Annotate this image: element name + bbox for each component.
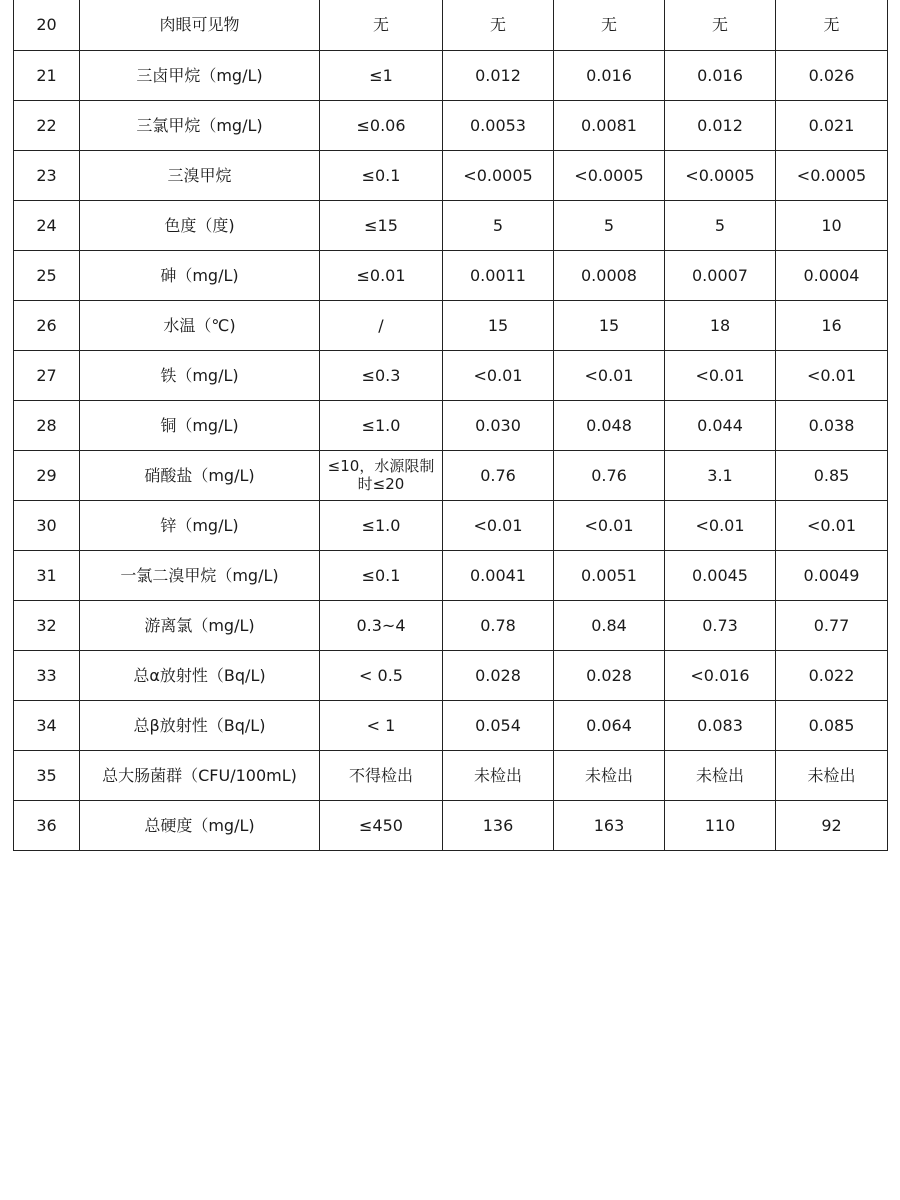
standard-limit: ≤0.1 — [320, 150, 443, 200]
sample-value-4: 0.85 — [776, 450, 888, 500]
sample-value-1: 0.0011 — [443, 250, 554, 300]
sample-value-1: 5 — [443, 200, 554, 250]
row-number: 33 — [14, 650, 80, 700]
sample-value-2: 无 — [554, 0, 665, 50]
sample-value-3: 0.083 — [665, 700, 776, 750]
standard-limit: ≤10，水源限制时≤20 — [320, 450, 443, 500]
water-quality-table-container — [13, 0, 887, 851]
table-row — [14, 500, 888, 550]
sample-value-3: 未检出 — [665, 750, 776, 800]
sample-value-4: 16 — [776, 300, 888, 350]
test-item: 铁（mg/L) — [80, 350, 320, 400]
sample-value-4: 0.0004 — [776, 250, 888, 300]
sample-value-1: 未检出 — [443, 750, 554, 800]
standard-limit: ≤1 — [320, 50, 443, 100]
sample-value-2: 0.0051 — [554, 550, 665, 600]
sample-value-2: 0.84 — [554, 600, 665, 650]
row-number: 26 — [14, 300, 80, 350]
sample-value-4: 0.021 — [776, 100, 888, 150]
table-row — [14, 0, 888, 50]
test-item: 水温（℃) — [80, 300, 320, 350]
test-item: 三卤甲烷（mg/L) — [80, 50, 320, 100]
sample-value-1: 0.028 — [443, 650, 554, 700]
row-number: 28 — [14, 400, 80, 450]
table-row — [14, 750, 888, 800]
row-number: 30 — [14, 500, 80, 550]
standard-limit: < 0.5 — [320, 650, 443, 700]
sample-value-2: 163 — [554, 800, 665, 850]
table-row — [14, 100, 888, 150]
row-number: 34 — [14, 700, 80, 750]
sample-value-4: 0.038 — [776, 400, 888, 450]
sample-value-1: <0.01 — [443, 350, 554, 400]
sample-value-1: 0.054 — [443, 700, 554, 750]
standard-limit: 无 — [320, 0, 443, 50]
sample-value-3: 无 — [665, 0, 776, 50]
standard-limit: 不得检出 — [320, 750, 443, 800]
sample-value-3: 110 — [665, 800, 776, 850]
standard-limit: ≤0.3 — [320, 350, 443, 400]
row-number: 25 — [14, 250, 80, 300]
sample-value-4: 0.77 — [776, 600, 888, 650]
sample-value-4: <0.01 — [776, 500, 888, 550]
sample-value-4: 未检出 — [776, 750, 888, 800]
sample-value-3: 0.0045 — [665, 550, 776, 600]
test-item: 铜（mg/L) — [80, 400, 320, 450]
sample-value-1: 0.0053 — [443, 100, 554, 150]
row-number: 27 — [14, 350, 80, 400]
sample-value-1: 0.0041 — [443, 550, 554, 600]
test-item: 游离氯（mg/L) — [80, 600, 320, 650]
table-row — [14, 550, 888, 600]
test-item: 砷（mg/L) — [80, 250, 320, 300]
standard-limit: ≤450 — [320, 800, 443, 850]
sample-value-3: 18 — [665, 300, 776, 350]
sample-value-1: 无 — [443, 0, 554, 50]
standard-limit: ≤1.0 — [320, 500, 443, 550]
test-item: 三氯甲烷（mg/L) — [80, 100, 320, 150]
test-item: 肉眼可见物 — [80, 0, 320, 50]
sample-value-1: <0.0005 — [443, 150, 554, 200]
test-item: 锌（mg/L) — [80, 500, 320, 550]
sample-value-4: 0.022 — [776, 650, 888, 700]
sample-value-2: 5 — [554, 200, 665, 250]
table-row — [14, 150, 888, 200]
row-number: 22 — [14, 100, 80, 150]
sample-value-2: <0.0005 — [554, 150, 665, 200]
row-number: 23 — [14, 150, 80, 200]
table-row — [14, 650, 888, 700]
standard-limit: < 1 — [320, 700, 443, 750]
water-quality-table — [13, 0, 888, 851]
standard-limit: 0.3~4 — [320, 600, 443, 650]
sample-value-3: <0.0005 — [665, 150, 776, 200]
standard-limit: ≤0.01 — [320, 250, 443, 300]
table-row — [14, 50, 888, 100]
table-row — [14, 300, 888, 350]
sample-value-2: <0.01 — [554, 500, 665, 550]
row-number: 21 — [14, 50, 80, 100]
sample-value-2: <0.01 — [554, 350, 665, 400]
sample-value-1: 15 — [443, 300, 554, 350]
sample-value-2: 未检出 — [554, 750, 665, 800]
table-row — [14, 400, 888, 450]
row-number: 29 — [14, 450, 80, 500]
table-body — [14, 0, 888, 850]
test-item: 三溴甲烷 — [80, 150, 320, 200]
sample-value-4: <0.01 — [776, 350, 888, 400]
sample-value-2: 0.064 — [554, 700, 665, 750]
sample-value-4: 0.026 — [776, 50, 888, 100]
test-item: 总硬度（mg/L) — [80, 800, 320, 850]
sample-value-3: <0.01 — [665, 350, 776, 400]
sample-value-2: 15 — [554, 300, 665, 350]
sample-value-4: 0.085 — [776, 700, 888, 750]
standard-limit: ≤1.0 — [320, 400, 443, 450]
test-item: 总β放射性（Bq/L) — [80, 700, 320, 750]
sample-value-2: 0.048 — [554, 400, 665, 450]
standard-limit: ≤0.06 — [320, 100, 443, 150]
row-number: 36 — [14, 800, 80, 850]
row-number: 20 — [14, 0, 80, 50]
sample-value-3: 3.1 — [665, 450, 776, 500]
test-item: 色度（度) — [80, 200, 320, 250]
test-item: 一氯二溴甲烷（mg/L) — [80, 550, 320, 600]
table-row — [14, 450, 888, 500]
sample-value-1: 136 — [443, 800, 554, 850]
table-row — [14, 700, 888, 750]
sample-value-1: 0.012 — [443, 50, 554, 100]
sample-value-1: 0.030 — [443, 400, 554, 450]
table-row — [14, 800, 888, 850]
sample-value-2: 0.028 — [554, 650, 665, 700]
test-item: 总α放射性（Bq/L) — [80, 650, 320, 700]
test-item: 总大肠菌群（CFU/100mL) — [80, 750, 320, 800]
standard-limit: ≤15 — [320, 200, 443, 250]
row-number: 31 — [14, 550, 80, 600]
sample-value-1: 0.76 — [443, 450, 554, 500]
sample-value-3: 5 — [665, 200, 776, 250]
sample-value-1: 0.78 — [443, 600, 554, 650]
row-number: 24 — [14, 200, 80, 250]
sample-value-3: 0.044 — [665, 400, 776, 450]
row-number: 32 — [14, 600, 80, 650]
sample-value-3: 0.016 — [665, 50, 776, 100]
sample-value-1: <0.01 — [443, 500, 554, 550]
sample-value-4: 10 — [776, 200, 888, 250]
table-row — [14, 250, 888, 300]
sample-value-3: <0.01 — [665, 500, 776, 550]
sample-value-2: 0.016 — [554, 50, 665, 100]
table-row — [14, 600, 888, 650]
standard-limit: ≤0.1 — [320, 550, 443, 600]
sample-value-2: 0.0081 — [554, 100, 665, 150]
sample-value-2: 0.0008 — [554, 250, 665, 300]
sample-value-4: 0.0049 — [776, 550, 888, 600]
sample-value-3: 0.012 — [665, 100, 776, 150]
sample-value-2: 0.76 — [554, 450, 665, 500]
table-row — [14, 350, 888, 400]
table-row — [14, 200, 888, 250]
sample-value-3: 0.0007 — [665, 250, 776, 300]
sample-value-3: 0.73 — [665, 600, 776, 650]
test-item: 硝酸盐（mg/L) — [80, 450, 320, 500]
row-number: 35 — [14, 750, 80, 800]
sample-value-3: <0.016 — [665, 650, 776, 700]
standard-limit: / — [320, 300, 443, 350]
sample-value-4: <0.0005 — [776, 150, 888, 200]
sample-value-4: 92 — [776, 800, 888, 850]
sample-value-4: 无 — [776, 0, 888, 50]
